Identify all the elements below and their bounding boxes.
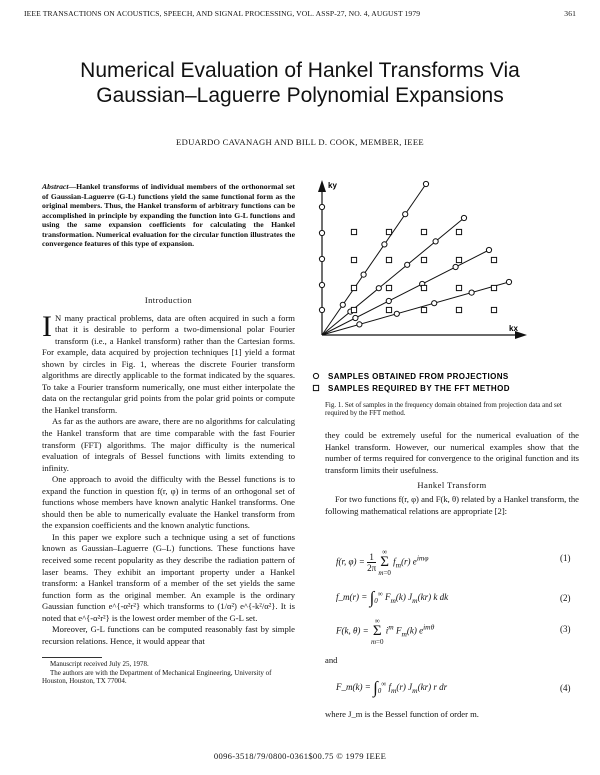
axis-sample-circle [319, 204, 324, 209]
projection-sample-circle [403, 212, 408, 217]
projection-sample-circle [453, 264, 458, 269]
eq4-number: (4) [560, 683, 571, 693]
grid-sample-square [491, 285, 496, 290]
grid-sample-square [351, 307, 356, 312]
intro-paragraph-1-text: N many practical problems, data are often acquired in such a form that it is desirable to perform a two-dimensional polar Fourier transform (i.e., a Hankel transform) rather than the Cartesian forms. For example, data acquired by projection techniques [1] yield a format shown by circles in Fig. 1, whereas the discrete Fourier transform algorithms are directly applicable to the format indicated by the squares. To take a Fourier transform numerically, one must either interpolate the data on the rectangular grid points from the polar grid points or compute the Hankel transform. [42, 312, 295, 415]
eq1-sum: ∞ Σ m=0 [378, 548, 391, 577]
legend-circle-icon [313, 373, 318, 378]
equation-4: F_m(k) = $\int_0^\infty$ $f_m(r)$ $J_m(kr)$ r dr [336, 678, 448, 697]
eq2-number: (2) [560, 593, 571, 603]
legend-square-label: SAMPLES REQUIRED BY THE FFT METHOD [328, 384, 510, 393]
grid-sample-square [456, 285, 461, 290]
kx-label: kx [509, 324, 518, 333]
projection-sample-circle [394, 311, 399, 316]
grid-sample-square [386, 229, 391, 234]
eq3-number: (3) [560, 624, 571, 634]
eq2-lhs: f_m(r) = [336, 592, 368, 603]
introduction-section [42, 295, 295, 647]
right-column-continuation [325, 430, 579, 476]
introduction-heading: Introduction [144, 295, 193, 305]
projection-sample-circle [361, 272, 366, 277]
axis-sample-circle [319, 256, 324, 261]
legend-square-icon [313, 385, 318, 390]
title-line-1: Numerical Evaluation of Hankel Transforms Via [80, 59, 520, 82]
grid-sample-square [491, 307, 496, 312]
ky-arrow-icon [318, 180, 326, 192]
projection-sample-circle [423, 181, 428, 186]
grid-sample-square [456, 307, 461, 312]
grid-sample-square [456, 229, 461, 234]
grid-sample-square [386, 307, 391, 312]
paper-title [20, 58, 580, 108]
grid-sample-square [421, 307, 426, 312]
grid-sample-square [386, 257, 391, 262]
equation-3: F(k, θ) = ∞ Σ m=0 $i^m$ $F_m(k)$ $e^{im\theta}$ [336, 617, 435, 646]
grid-sample-square [351, 257, 356, 262]
axis-sample-circle [319, 307, 324, 312]
hankel-transform-heading: Hankel Transform [417, 480, 487, 490]
ky-label: ky [328, 181, 337, 190]
footnote-received: Manuscript received July 25, 1978. [50, 660, 149, 668]
equation-1: f(r, φ) = $\frac{1}{2\pi}$ ∞ Σ m=0 $f_m(r)$ $e^{im\varphi}$ [336, 548, 429, 577]
hankel-lead-paragraph [325, 494, 579, 517]
eq4-lhs: F_m(k) = [336, 682, 371, 693]
grid-sample-square [491, 257, 496, 262]
abstract-label: Abstract [42, 182, 69, 191]
bessel-definition: where J_m is the Bessel function of order m. [325, 709, 479, 719]
equation-2: f_m(r) = $\int_0^\infty$ $F_m(k)$ $J_m(kr)$ k dk [336, 588, 449, 607]
projection-sample-circle [469, 290, 474, 295]
intro-paragraph-1 [42, 309, 295, 417]
and-word: and [325, 655, 338, 665]
footnotes [42, 660, 295, 686]
eq1-number: (1) [560, 553, 571, 563]
footnote-rule [42, 657, 102, 658]
projection-sample-circle [386, 298, 391, 303]
grid-sample-square [421, 229, 426, 234]
legend-circle-label: SAMPLES OBTAINED FROM PROJECTIONS [328, 372, 509, 381]
page-number: 361 [564, 9, 576, 18]
figure-1-caption: Fig. 1. Set of samples in the frequency domain obtained from projection data and set required by the FFT method. [325, 401, 562, 418]
grid-sample-square [386, 285, 391, 290]
projection-sample-circle [405, 262, 410, 267]
projection-sample-circle [432, 301, 437, 306]
copyright-line: 0096-3518/79/0800-0361$00.75 © 1979 IEEE [213, 751, 387, 761]
projection-line [322, 184, 426, 335]
projection-sample-circle [433, 239, 438, 244]
projection-sample-circle [340, 302, 345, 307]
eq1-fraction: $\frac{1}{2\pi}$ [367, 552, 377, 573]
intro-paragraph-2: As far as the authors are aware, there are no algorithms for calculating the Hankel transform that are time comparable with the fast Fourier transform (FFT) algorithms. The major difficulty is the numerical evaluation of integrals of Bessel functions with limits extending to infinity. [42, 416, 295, 473]
authors: EDUARDO CAVANAGH AND BILL D. COOK, MEMBER, IEEE [176, 137, 424, 147]
projection-sample-circle [461, 215, 466, 220]
continuation-paragraph: they could be extremely useful for the numerical evaluation of the Hankel transform. However, our numerical examples show that the number of terms required for convergence to the original function and its transform limits their usefulness. [325, 430, 579, 475]
abstract [42, 182, 295, 249]
footnote-affiliation: The authors are with the Department of Mechanical Engineering, University of Houston, Houston, TX 77004. [42, 668, 272, 685]
journal-line: IEEE TRANSACTIONS ON ACOUSTICS, SPEECH, AND SIGNAL PROCESSING, VOL. ASSP-27, NO. 4, AUGUST 1979 [24, 9, 421, 18]
intro-paragraph-3: One approach to avoid the difficulty with the Bessel functions is to expand the function in question f(r, φ) in terms of an orthogonal set of functions whose members have known analytic Hankel transforms. One should then be able to numerically evaluate the Hankel transform from the expansion coefficients and the known analytic functions. [42, 474, 295, 531]
intro-paragraph-5: Moreover, G-L functions can be computed reasonably fast by simple recursion relations. Hence, it would appear that [42, 624, 295, 646]
projection-sample-circle [382, 242, 387, 247]
intro-paragraph-4: In this paper we explore such a technique using a set of functions known as Gaussian–Laguerre (G–L) functions. These functions have received some recent popularity as they describe the radiation pattern of laser beams. They exhibit an important property under a Hankel transform: a Hankel transform of a member of the set yields the same function form as the original member. An example is the ordinary Gaussian function e^{-α²r²} which transforms to (1/α²) e^{-k²/α²}. It is noted that e^{-α²r²} is the lowest order member of the G-L set. [42, 531, 295, 623]
figure-1-sampling-diagram [304, 170, 580, 400]
axis-sample-circle [319, 230, 324, 235]
grid-sample-square [421, 285, 426, 290]
eq3-lhs: F(k, θ) = [336, 625, 369, 636]
axis-sample-circle [319, 282, 324, 287]
title-line-2: Gaussian–Laguerre Polynomial Expansions [96, 84, 504, 107]
projection-sample-circle [357, 322, 362, 327]
grid-sample-square [351, 229, 356, 234]
hankel-lead-text: For two functions f(r, φ) and F(k, θ) related by a Hankel transform, the following mathematical relations are appropriate [2]: [325, 494, 579, 516]
drop-cap: I [42, 309, 52, 343]
projection-sample-circle [506, 279, 511, 284]
projection-sample-circle [353, 315, 358, 320]
projection-line [322, 282, 509, 335]
projection-line [322, 218, 464, 335]
grid-sample-square [351, 285, 356, 290]
eq1-lhs: f(r, φ) = [336, 556, 365, 567]
projection-sample-circle [376, 286, 381, 291]
running-header [24, 9, 576, 18]
grid-sample-square [456, 257, 461, 262]
abstract-text: —Hankel transforms of individual members of the orthonormal set of Gaussian-Laguerre (G-L) functions yield the same functional form as the original members. Thus, the Hankel transform of arbitrary functions can be accomplished in principle by expanding the function into G-L functions and using the same expansion coefficients for calculating the Hankel transformation. Numerical evaluation for the circular function illustrates the convergence features of this type of expansion. [42, 182, 295, 248]
grid-sample-square [421, 257, 426, 262]
projection-sample-circle [486, 247, 491, 252]
